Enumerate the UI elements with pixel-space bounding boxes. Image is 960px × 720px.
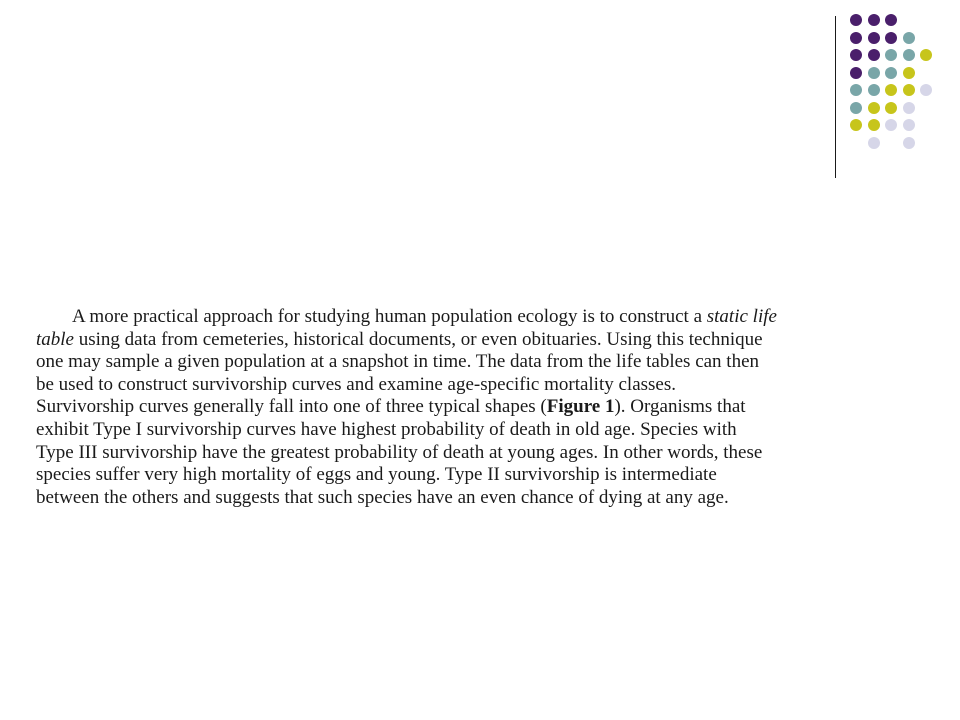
- decorative-dot: [903, 49, 915, 61]
- decorative-dot: [868, 84, 880, 96]
- decorative-dot-grid: [850, 14, 950, 154]
- decorative-dot: [850, 84, 862, 96]
- decorative-dot: [920, 84, 932, 96]
- decorative-dot: [850, 67, 862, 79]
- emphasis-term: static life: [706, 306, 777, 327]
- decorative-dot: [903, 84, 915, 96]
- decorative-dot: [868, 49, 880, 61]
- decorative-dot: [920, 49, 932, 61]
- decorative-dot: [885, 49, 897, 61]
- decorative-dot: [868, 102, 880, 114]
- decorative-dot: [850, 14, 862, 26]
- decorative-dot: [903, 119, 915, 131]
- text-line: exhibit Type I survivorship curves have highest probability of death in old age. Species with: [36, 418, 737, 440]
- decorative-dot: [903, 137, 915, 149]
- decorative-dot: [885, 32, 897, 44]
- decorative-dot: [885, 67, 897, 79]
- decorative-dot: [885, 14, 897, 26]
- text-line: species suffer very high mortality of eggs and young. Type II survivorship is intermediate: [36, 464, 717, 486]
- text-run: A more practical approach for studying human population ecology is to construct a: [72, 306, 707, 327]
- text-line: one may sample a given population at a snapshot in time. The data from the life tables can then: [36, 351, 760, 373]
- decorative-dot: [903, 102, 915, 114]
- text-line: Type III survivorship have the greatest probability of death at young ages. In other words, these: [36, 441, 763, 463]
- text-run: ). Organisms that: [614, 396, 746, 418]
- decorative-dot: [868, 137, 880, 149]
- text-line: be used to construct survivorship curves and examine age-specific mortality classes.: [36, 373, 676, 395]
- emphasis-term: table: [36, 328, 74, 350]
- decorative-dot: [885, 102, 897, 114]
- text-run: Survivorship curves generally fall into one of three typical shapes (: [36, 396, 547, 418]
- decorative-dot: [903, 32, 915, 44]
- body-paragraph: [36, 306, 930, 509]
- text-line: between the others and suggests that such species have an even chance of dying at any age.: [36, 486, 729, 508]
- text-run: using data from cemeteries, historical documents, or even obituaries. Using this technique: [74, 328, 763, 350]
- decorative-divider-line: [835, 16, 836, 178]
- decorative-dot: [868, 119, 880, 131]
- figure-reference: Figure 1: [546, 396, 615, 418]
- decorative-dot: [885, 84, 897, 96]
- decorative-dot: [868, 14, 880, 26]
- decorative-dot: [868, 32, 880, 44]
- decorative-dot: [850, 102, 862, 114]
- text-line: [36, 329, 930, 352]
- text-line: [36, 306, 930, 329]
- decorative-dot: [850, 119, 862, 131]
- text-line: [36, 396, 930, 419]
- decorative-dot: [868, 67, 880, 79]
- decorative-dot: [903, 67, 915, 79]
- decorative-dot: [850, 32, 862, 44]
- decorative-dot: [885, 119, 897, 131]
- decorative-dot: [850, 49, 862, 61]
